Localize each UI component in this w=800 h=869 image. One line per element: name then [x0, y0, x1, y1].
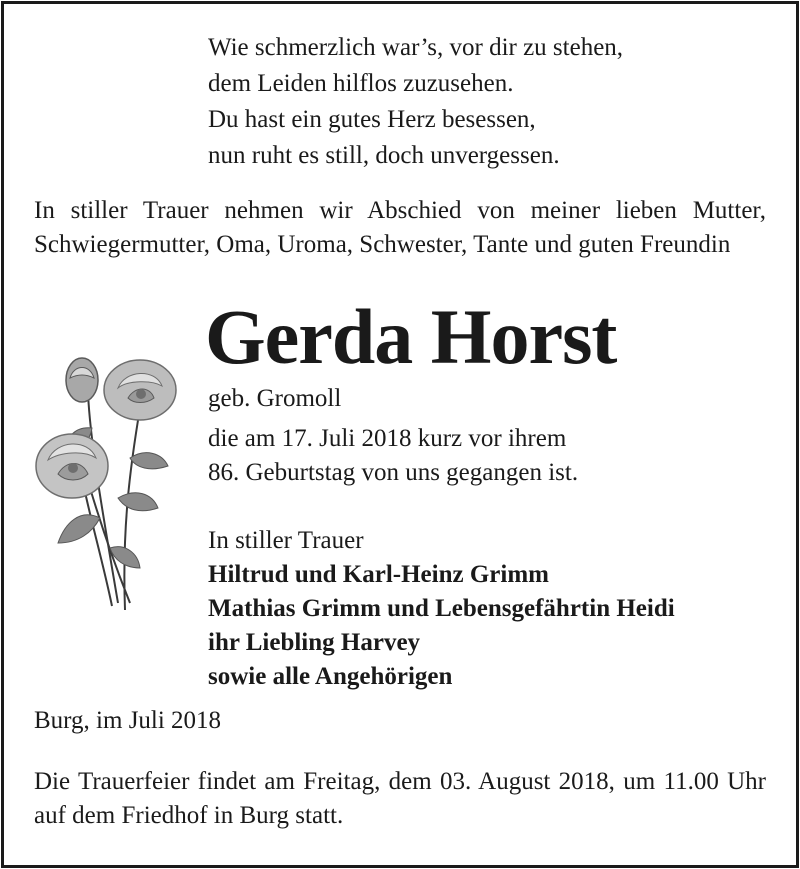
memorial-verse	[208, 30, 623, 174]
verse-line-1: Wie schmerzlich war’s, vor dir zu stehen,	[208, 34, 624, 61]
mourner-name: sowie alle Angehörigen	[208, 663, 453, 690]
place-date: Burg, im Juli 2018	[34, 707, 222, 734]
mourner-name: Hiltrud und Karl-Heinz Grimm	[208, 561, 549, 588]
funeral-notice: Die Trauerfeier findet am Freitag, dem 03. August 2018, um 11.00 Uhr auf dem Friedhof in Burg statt.	[34, 768, 766, 829]
roses-icon	[30, 348, 190, 618]
mourners-list	[208, 524, 675, 694]
death-info-line-1: die am 17. Juli 2018 kurz vor ihrem	[208, 425, 567, 452]
mourners-heading: In stiller Trauer	[208, 527, 364, 554]
deceased-name: Gerda Horst	[205, 293, 617, 380]
verse-line-2: dem Leiden hilflos zuzusehen.	[208, 70, 514, 97]
mourner-name: Mathias Grimm und Lebensgefährtin Heidi	[208, 595, 675, 622]
death-info	[208, 422, 578, 490]
verse-line-4: nun ruht es still, doch unvergessen.	[208, 142, 560, 169]
intro-text: In stiller Trauer nehmen wir Abschied von meiner lieben Mutter, Schwiegermutter, Oma, Uroma, Schwester, Tante und guten Freundin	[34, 197, 766, 258]
verse-line-3: Du hast ein gutes Herz besessen,	[208, 106, 536, 133]
maiden-name: geb. Gromoll	[208, 385, 342, 412]
mourner-name: ihr Liebling Harvey	[208, 629, 421, 656]
death-info-line-2: 86. Geburtstag von uns gegangen ist.	[208, 459, 579, 486]
